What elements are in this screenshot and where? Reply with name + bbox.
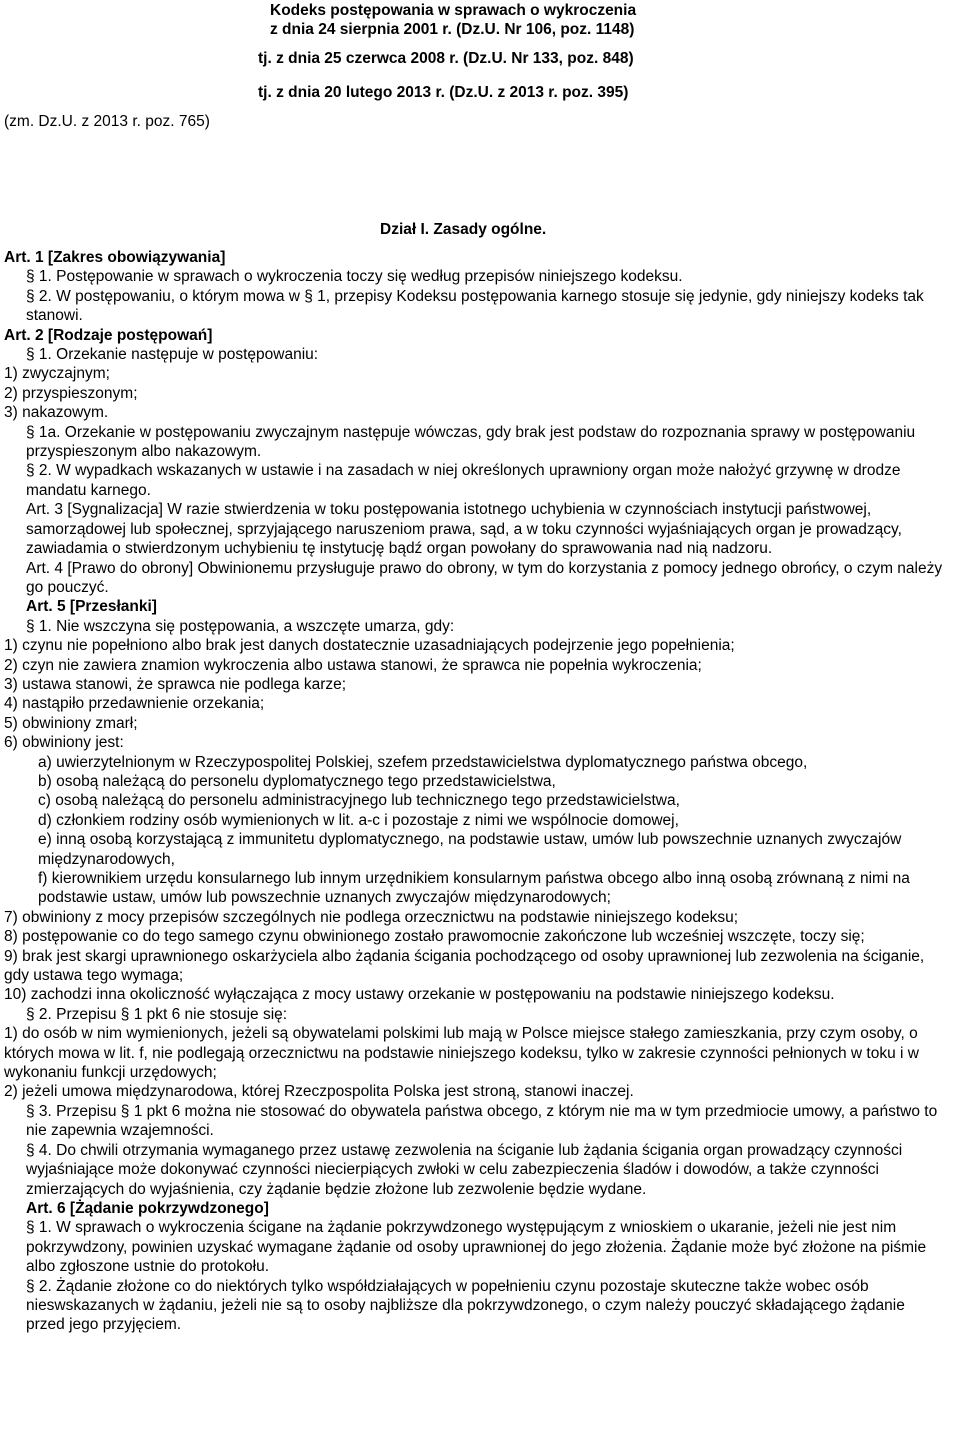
paragraph-line: 7) obwiniony z mocy przepisów szczególnych nie podlega orzecznictwu na podstawie niniejszego kodeksu; (4, 908, 739, 926)
paragraph-line: § 2. W wypadkach wskazanych w ustawie i na zasadach w niej określonych uprawniony organ może nałożyć grzywnę w drodze mandatu karnego. (26, 462, 901, 499)
paragraph-line: c) osobą należącą do personelu administracyjnego lub technicznego tego przedstawicielstwa, (38, 792, 680, 810)
paragraph-line: e) inną osobą korzystającą z immunitetu dyplomatycznego, na podstawie ustaw, umów lub powszechnie uznanych zwyczajów międzynarodowych, (38, 831, 902, 868)
paragraph-line: 4) nastąpiło przedawnienie orzekania; (4, 695, 265, 713)
paragraph-line: 10) zachodzi inna okoliczność wyłączająca z mocy ustawy orzekanie w postępowaniu na podstawie niniejszego kodeksu. (4, 986, 835, 1004)
paragraph-line: § 1. W sprawach o wykroczenia ścigane na żądanie pokrzywdzonego występującym z wnioskiem o ukaranie, jeżeli nie jest nim pokrzywdzony, powinien uzyskać wymagane żądanie od osoby uprawnionej do jego złożenia. Żądanie może być złożone na piśmie albo zgłoszone ustnie do protokołu. (26, 1219, 927, 1276)
paragraph-line: 2) czyn nie zawiera znamion wykroczenia albo ustawa stanowi, że sprawca nie popełnia wykroczenia; (4, 656, 702, 674)
paragraph-line: Art. 4 [Prawo do obrony] Obwinionemu przysługuje prawo do obrony, w tym do korzystania z pomocy jednego obrońcy, o czym należy go pouczyć. (26, 559, 943, 596)
paragraph-line: 2) przyspieszonym; (4, 384, 138, 402)
document-body (4, 248, 944, 1335)
section-title: Dział I. Zasady ogólne. (380, 221, 547, 238)
paragraph-line: d) członkiem rodziny osób wymienionych w lit. a-c i pozostaje z nimi we wspólnocie domowej, (38, 811, 679, 829)
paragraph-line: § 1. Orzekanie następuje w postępowaniu: (26, 346, 319, 364)
paragraph-line: 3) ustawa stanowi, że sprawca nie podlega karze; (4, 675, 347, 693)
paragraph-line: § 4. Do chwili otrzymania wymaganego przez ustawę zezwolenia na ściganie lub żądania ścigania organ prowadzący czynności wyjaśniające może dokonywać czynności niecierpiących zwłoki w celu zabezpieczenia śladów i dowodów, a także czynności zmierzających do wyjaśnienia, czy żądanie będzie złożone lub zezwolenie będzie wydane. (26, 1141, 903, 1198)
paragraph-line: Art. 1 [Zakres obowiązywania] (4, 249, 226, 266)
paragraph-line: Art. 6 [Żądanie pokrzywdzonego] (26, 1199, 269, 1217)
paragraph-line: 8) postępowanie co do tego samego czynu obwinionego zostało prawomocnie zakończone lub wcześniej wszczęte, toczy się; (4, 928, 865, 946)
paragraph-line: 6) obwiniony jest: (4, 734, 124, 752)
paragraph-line: 5) obwiniony zmarł; (4, 714, 138, 732)
paragraph-line: a) uwierzytelnionym w Rzeczypospolitej Polskiej, szefem przedstawicielstwa dyplomatycznego państwa obcego, (38, 753, 808, 771)
paragraph-line: 1) do osób w nim wymienionych, jeżeli są obywatelami polskimi lub mają w Polsce miejsce stałego zamieszkania, przy czym osoby, o których mowa w lit. f, nie podlegają orzecznictwu na podstawie niniejszego kodeksu, tylko w zakresie czynności pełnionych w toku i w wykonaniu funkcji urzędowych; (4, 1025, 919, 1082)
paragraph-line: § 1. Postępowanie w sprawach o wykroczenia toczy się według przepisów niniejszego kodeksu. (26, 268, 683, 286)
header-title: Kodeks postępowania w sprawach o wykroczenia (270, 2, 637, 19)
paragraph-line: 9) brak jest skargi uprawnionego oskarżyciela albo żądania ścigania pochodzącego od osoby uprawnionej lub zezwolenia na ściganie, gdy ustawa tego wymaga; (4, 947, 925, 985)
header-amendment: (zm. Dz.U. z 2013 r. poz. 765) (4, 113, 210, 130)
paragraph-line: 3) nakazowym. (4, 404, 109, 422)
paragraph-line: 2) jeżeli umowa międzynarodowa, której Rzeczpospolita Polska jest stroną, stanowi inaczej. (4, 1083, 634, 1101)
paragraph-line: Art. 5 [Przesłanki] (26, 598, 157, 616)
paragraph-line: § 2. Przepisu § 1 pkt 6 nie stosuje się: (26, 1005, 288, 1023)
header-tj1: tj. z dnia 25 czerwca 2008 r. (Dz.U. Nr 133, poz. 848) (258, 50, 634, 67)
header-tj2: tj. z dnia 20 lutego 2013 r. (Dz.U. z 2013 r. poz. 395) (258, 84, 629, 101)
paragraph-line: b) osobą należącą do personelu dyplomatycznego tego przedstawicielstwa, (38, 772, 556, 790)
paragraph-line: f) kierownikiem urzędu konsularnego lub innym urzędnikiem konsularnym państwa obcego albo inną osobą zrównaną z nimi na podstawie ustaw, umów lub powszechnie uznanych zwyczajów międzynarodowych; (38, 870, 910, 907)
paragraph-line: § 2. Żądanie złożone co do niektórych tylko współdziałających w popełnieniu czynu pozostaje skuteczne także wobec osób nieswskazanych w żądaniu, jeżeli nie są to osoby najbliższe dla pokrzywdzonego, o czym należy pouczyć składającego żądanie przed jego przyjęciem. (26, 1277, 905, 1334)
paragraph-line: Art. 2 [Rodzaje postępowań] (4, 326, 213, 344)
paragraph-line: Art. 3 [Sygnalizacja] W razie stwierdzenia w toku postępowania istotnego uchybienia w czynnościach instytucji państwowej, samorządowej lub społecznej, sprzyjającego naruszeniom prawa, sąd, a w toku czynności wyjaśniających organ je prowadzący, zawiadamia o stwierdzonym uchybieniu tę instytucję bądź organ powołany do sprawowania nad nią nadzoru. (26, 501, 902, 558)
paragraph-line: § 2. W postępowaniu, o którym mowa w § 1, przepisy Kodeksu postępowania karnego stosuje się jedynie, gdy niniejszy kodeks tak stanowi. (26, 287, 924, 325)
header-date: z dnia 24 sierpnia 2001 r. (Dz.U. Nr 106, poz. 1148) (270, 21, 635, 38)
paragraph-line: 1) czynu nie popełniono albo brak jest danych dostatecznie uzasadniających podejrzenie jego popełnienia; (4, 637, 735, 655)
paragraph-line: § 1. Nie wszczyna się postępowania, a wszczęte umarza, gdy: (26, 617, 455, 635)
paragraph-line: § 1a. Orzekanie w postępowaniu zwyczajnym następuje wówczas, gdy brak jest podstaw do rozpoznania sprawy w postępowaniu przyspieszonym albo nakazowym. (26, 423, 916, 461)
paragraph-line: § 3. Przepisu § 1 pkt 6 można nie stosować do obywatela państwa obcego, z którym nie ma w tym przedmiocie umowy, a państwo to nie zapewnia wzajemności. (26, 1102, 938, 1140)
paragraph-line: 1) zwyczajnym; (4, 365, 110, 383)
